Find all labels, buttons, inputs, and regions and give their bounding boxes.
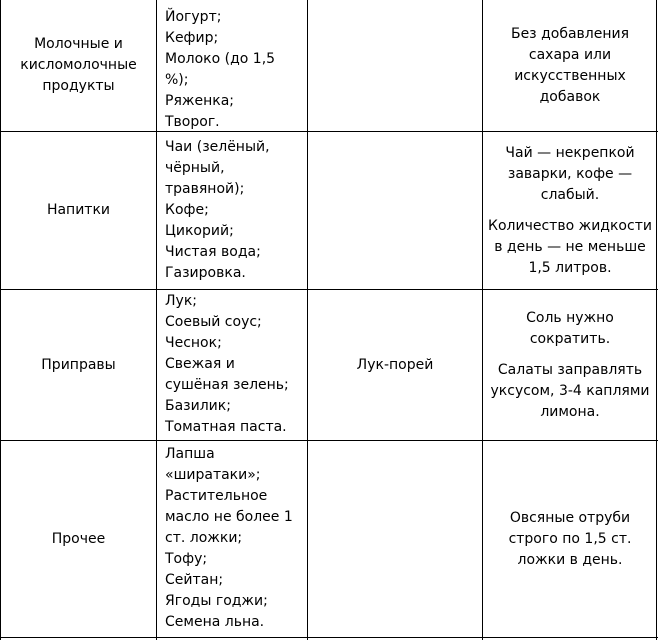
table-row-spices-limited xyxy=(308,290,482,440)
list-item: Молоко (до 1,5 xyxy=(165,51,276,67)
list-item: травяной); xyxy=(165,181,245,197)
list-item: Растительное xyxy=(165,488,268,504)
list-item: Йогурт; xyxy=(165,9,222,25)
note-text: Салаты заправлять уксусом, 3-4 каплями лимона. xyxy=(490,361,650,420)
table-row-dairy-limited xyxy=(308,0,482,131)
category-label: Приправы xyxy=(41,356,116,373)
list-item: Ряженка; xyxy=(165,93,234,109)
list-item: Томатная паста. xyxy=(165,419,287,435)
list-item: сушёная зелень; xyxy=(165,377,289,393)
list-item: ст. ложки; xyxy=(165,530,243,546)
list-item: Сейтан; xyxy=(165,572,224,588)
note-text: Количество жидкости в день — не меньше 1,5 литров. xyxy=(488,217,652,276)
note-text: Чай — некрепкой заварки, кофе — слабый. xyxy=(505,144,635,203)
column-divider-3 xyxy=(482,0,483,640)
table-row-dairy-items xyxy=(165,7,305,133)
table-row-other-limited xyxy=(308,441,482,637)
note-text: Соль нужно сократить. xyxy=(526,309,614,347)
list-item: Чеснок; xyxy=(165,335,222,351)
note-text: Без добавления сахара или искусственных добавок xyxy=(510,25,630,105)
list-item: Лапша xyxy=(165,446,215,462)
table-row-other-items xyxy=(165,444,305,633)
list-item: Тофу; xyxy=(165,551,208,567)
table-border-right xyxy=(656,0,657,640)
table-row-drinks-notes xyxy=(488,132,652,289)
table-row-spices-notes xyxy=(488,290,652,440)
list-item: Газировка. xyxy=(165,265,246,281)
list-item: Цикорий; xyxy=(165,223,234,239)
list-item: Чистая вода; xyxy=(165,244,261,260)
list-item: Свежая и xyxy=(165,356,235,372)
list-item: Кофе; xyxy=(165,202,209,218)
table-row-spices-category xyxy=(1,290,156,440)
table-row-other-notes xyxy=(495,441,645,637)
category-label: Прочее xyxy=(51,530,106,547)
list-item: Чаи (зелёный, xyxy=(165,139,270,155)
table-border-bottom xyxy=(0,637,658,638)
list-item: Лук; xyxy=(165,293,197,309)
table-row-drinks-category xyxy=(1,132,156,289)
note-text: Овсяные отруби строго по 1,5 ст. ложки в день. xyxy=(508,509,632,568)
table-row-dairy-category xyxy=(1,0,156,131)
list-item: «ширатаки»; xyxy=(165,467,261,483)
column-divider-1 xyxy=(156,0,157,640)
limited-value: Лук-порей xyxy=(356,356,434,373)
table-row-other-category xyxy=(1,441,156,637)
list-item: масло не более 1 xyxy=(165,509,293,525)
table-row-spices-items xyxy=(165,291,305,438)
table-row-dairy-notes xyxy=(495,0,645,131)
list-item: чёрный, xyxy=(165,160,225,176)
list-item: Соевый соус; xyxy=(165,314,262,330)
table-row-drinks-items xyxy=(165,137,305,284)
list-item: Ягоды годжи; xyxy=(165,593,268,609)
list-item: Базилик; xyxy=(165,398,231,414)
list-item: Кефир; xyxy=(165,30,219,46)
category-label: Напитки xyxy=(46,202,111,218)
list-item: %); xyxy=(165,72,189,88)
list-item: Творог. xyxy=(165,114,220,130)
list-item: Семена льна. xyxy=(165,614,265,630)
category-label: Молочные и кисломолочные продукты xyxy=(20,36,137,94)
table-row-drinks-limited xyxy=(308,132,482,289)
